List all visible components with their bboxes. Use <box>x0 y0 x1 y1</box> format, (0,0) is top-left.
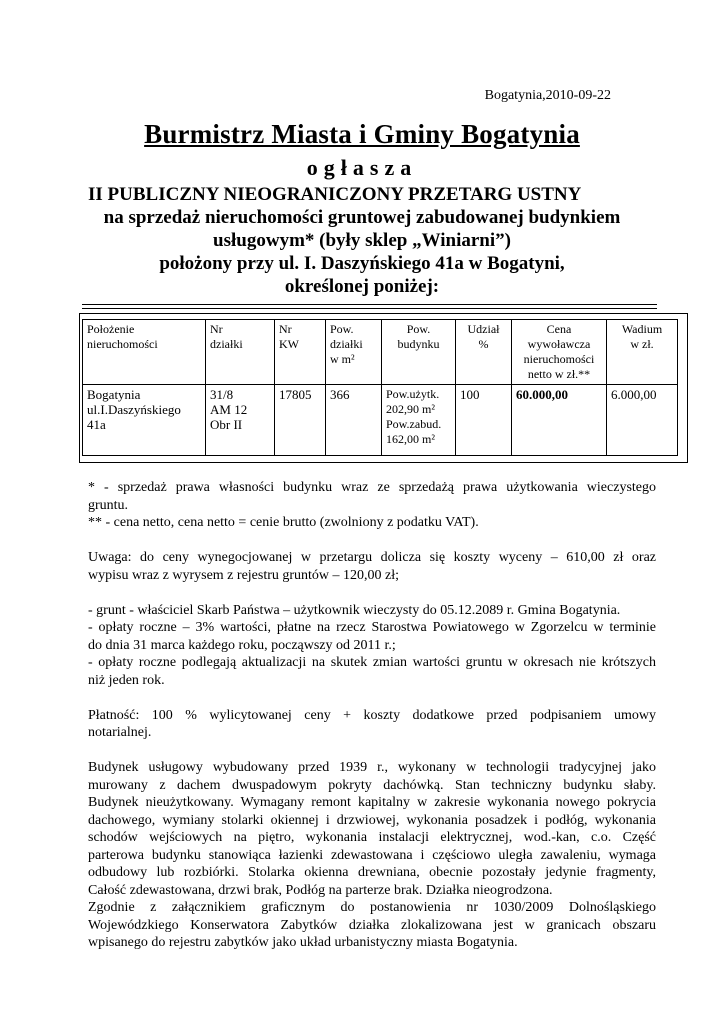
header-share: Udział % <box>456 320 512 385</box>
headline-line-5: określonej poniżej: <box>284 276 440 297</box>
cell-location: Bogatynia ul.I.Daszyńskiego 41a <box>83 385 206 456</box>
note-fee-update: - opłaty roczne podlegają aktualizacji na skutek zmian wartości gruntu w okresach nie krótszych niż jeden rok. <box>88 655 656 688</box>
note-net-price: ** - cena netto, cena netto = cenie brutto (zwolniony z podatku VAT). <box>88 515 479 530</box>
cell-starting-price: 60.000,00 <box>512 385 607 456</box>
cell-plot-number: 31/8 AM 12 Obr II <box>206 385 275 456</box>
header-building-area: Pow. budynku <box>382 320 456 385</box>
announcement-body <box>88 479 656 952</box>
property-table <box>82 319 678 456</box>
header-starting-price: Cena wywoławcza nieruchomości netto w zł.** <box>512 320 607 385</box>
headline-line-4: położony przy ul. I. Daszyńskiego 41a w Bogatyni, <box>159 253 565 274</box>
note-payment: Płatność: 100 % wylicytowanej ceny + koszty dodatkowe przed podpisaniem umowy notarialnej. <box>88 707 656 740</box>
divider-rule <box>82 304 657 305</box>
header-plot-number: Nr działki <box>206 320 275 385</box>
header-location: Położenie nieruchomości <box>83 320 206 385</box>
document-date: Bogatynia,2010-09-22 <box>484 88 611 103</box>
headline-line-3: usługowym* (były sklep „Winiarni”) <box>213 230 511 251</box>
note-sale-rights: * - sprzedaż prawa własności budynku wraz ze sprzedażą prawa użytkowania wieczystego gruntu. <box>88 480 656 513</box>
cell-building-area: Pow.użytk. 202,90 m² Pow.zabud. 162,00 m² <box>382 385 456 456</box>
header-kw-number: Nr KW <box>275 320 326 385</box>
cell-plot-area: 366 <box>326 385 382 456</box>
note-annual-fees: - opłaty roczne – 3% wartości, płatne na rzecz Starostwa Powiatowego w Zgorzelcu w terminie do dnia 31 marca każdego roku, począwszy od 2011 r.; <box>88 620 656 653</box>
table-header-row <box>83 320 678 385</box>
header-plot-area: Pow. działki w m² <box>326 320 382 385</box>
table-row <box>83 385 678 456</box>
header-deposit: Wadium w zł. <box>607 320 678 385</box>
headline-line-1: II PUBLICZNY NIEOGRANICZONY PRZETARG USTNY <box>88 184 582 205</box>
announces-heading: ogłasza <box>306 155 418 180</box>
cell-share: 100 <box>456 385 512 456</box>
headline-line-2: na sprzedaż nieruchomości gruntowej zabudowanej budynkiem <box>103 207 621 228</box>
divider-rule <box>82 308 657 309</box>
note-additional-costs: Uwaga: do ceny wynegocjowanej w przetargu dolicza się koszty wyceny – 610,00 zł oraz wypisu wraz z wyrysem z rejestru gruntów – 120,00 zł; <box>88 550 656 583</box>
document-title: Burmistrz Miasta i Gminy Bogatynia <box>144 119 580 149</box>
cell-deposit: 6.000,00 <box>607 385 678 456</box>
cell-kw-number: 17805 <box>275 385 326 456</box>
note-land-owner: - grunt - właściciel Skarb Państwa – użytkownik wieczysty do 05.12.2089 r. Gmina Bogatynia. <box>88 602 621 618</box>
building-description: Budynek usługowy wybudowany przed 1939 r., wykonany w technologii tradycyjnej jako murowany z dachem dwuspadowym pokryty dachówką. Stan techniczny budynku słaby. Budynek nieużytkowany. Wymagany remont kapitalny w zakresie wykonania nowego pokrycia dachowego, wymiany stolarki okiennej i drzwiowej, wykonania posadzek i podłóg, wykonania schodów wejściowych na piętro, wykonania instalacji elektrycznej, wod.-kan, c.o. Część parterowa budynku stanowiąca łazienki zdewastowana i częściowo uległa zawaleniu, wymaga odbudowy lub rozbiórki. Stolarka okienna drewniana, obecnie pozostały jedynie fragmenty, Całość zdewastowana, drzwi brak, Podłóg na parterze brak. Działka nieogrodzona. Zgodnie z załącznikiem graficznym do postanowienia nr 1030/2009 Dolnośląskiego Wojewódzkiego Konserwatora Zabytków działka zlokalizowana jest w granicach obszaru wpisanego do rejestru zabytków jako układ urbanistyczny miasta Bogatynia. <box>88 760 656 950</box>
